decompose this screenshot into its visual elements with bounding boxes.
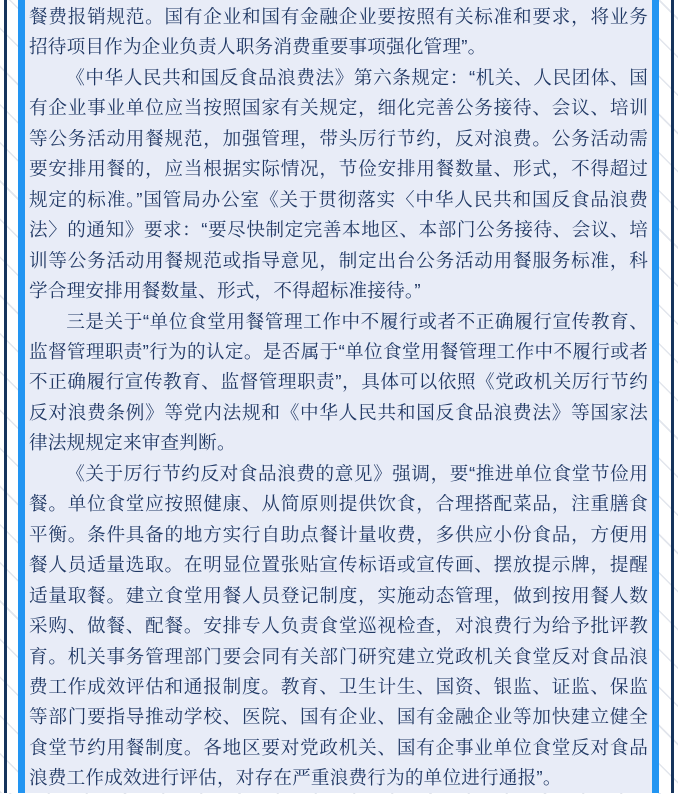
left-edge-line [4,0,7,793]
right-edge-line [671,0,674,793]
paragraph-2: 《中华人民共和国反食品浪费法》第六条规定：“机关、人民团体、国有企业事业单位应当按照国家有关规定，细化完善公务接待、会议、培训等公务活动用餐规范，加强管理，带头厉行节约，反对浪费。公务活动需要安排用餐的，应当根据实际情况，节俭安排用餐数量、形式，不得超过规定的标准。”国管局办公室《关于贯彻落实〈中华人民共和国反食品浪费法〉的通知》要求：“要尽快制定完善本地区、本部门公务接待、会议、培训等公务活动用餐规范或指导意见，制定出台公务活动用餐服务标准，科学合理安排用餐数量、形式，不得超标准接待。” [29,66,648,302]
left-accent-bar [18,0,25,793]
paragraph-3: 三是关于“单位食堂用餐管理工作中不履行或者不正确履行宣传教育、监督管理职责”行为的认定。是否属于“单位食堂用餐管理工作中不履行或者不正确履行宣传教育、监督管理职责”，具体可以依照《党政机关厉行节约反对浪费条例》等党内法规和《中华人民共和国反食品浪费法》等国家法律法规规定来审查判断。 [29,310,648,454]
paragraph-1: 餐费报销规范。国有企业和国有金融企业要按照有关标准和要求，将业务招待项目作为企业负责人职务消费重要事项强化管理”。 [29,6,648,58]
paragraph-4: 《关于厉行节约反对食品浪费的意见》强调，要“推进单位食堂节俭用餐。单位食堂应按照健康、从简原则提供饮食，合理搭配菜品，注重膳食平衡。条件具备的地方实行自助点餐计量收费，多供应小份食品，方便用餐人员适量选取。在明显位置张贴宣传标语或宣传画、摆放提示牌，提醒适量取餐。建立食堂用餐人员登记制度，实施动态管理，做到按用餐人数采购、做餐、配餐。安排专人负责食堂巡视检查，对浪费行为给予批评教育。机关事务管理部门要会同有关部门研究建立党政机关食堂反对食品浪费工作成效评估和通报制度。教育、卫生计生、国资、银监、证监、保监等部门要指导推动学校、医院、国有企业、国有金融企业等加快建立健全食堂节约用餐制度。各地区要对党政机关、国有企事业单位食堂反对食品浪费工作成效进行评估，对存在严重浪费行为的单位进行通报”。 [29,462,648,789]
article-body [25,0,652,793]
right-accent-bar [652,0,659,793]
